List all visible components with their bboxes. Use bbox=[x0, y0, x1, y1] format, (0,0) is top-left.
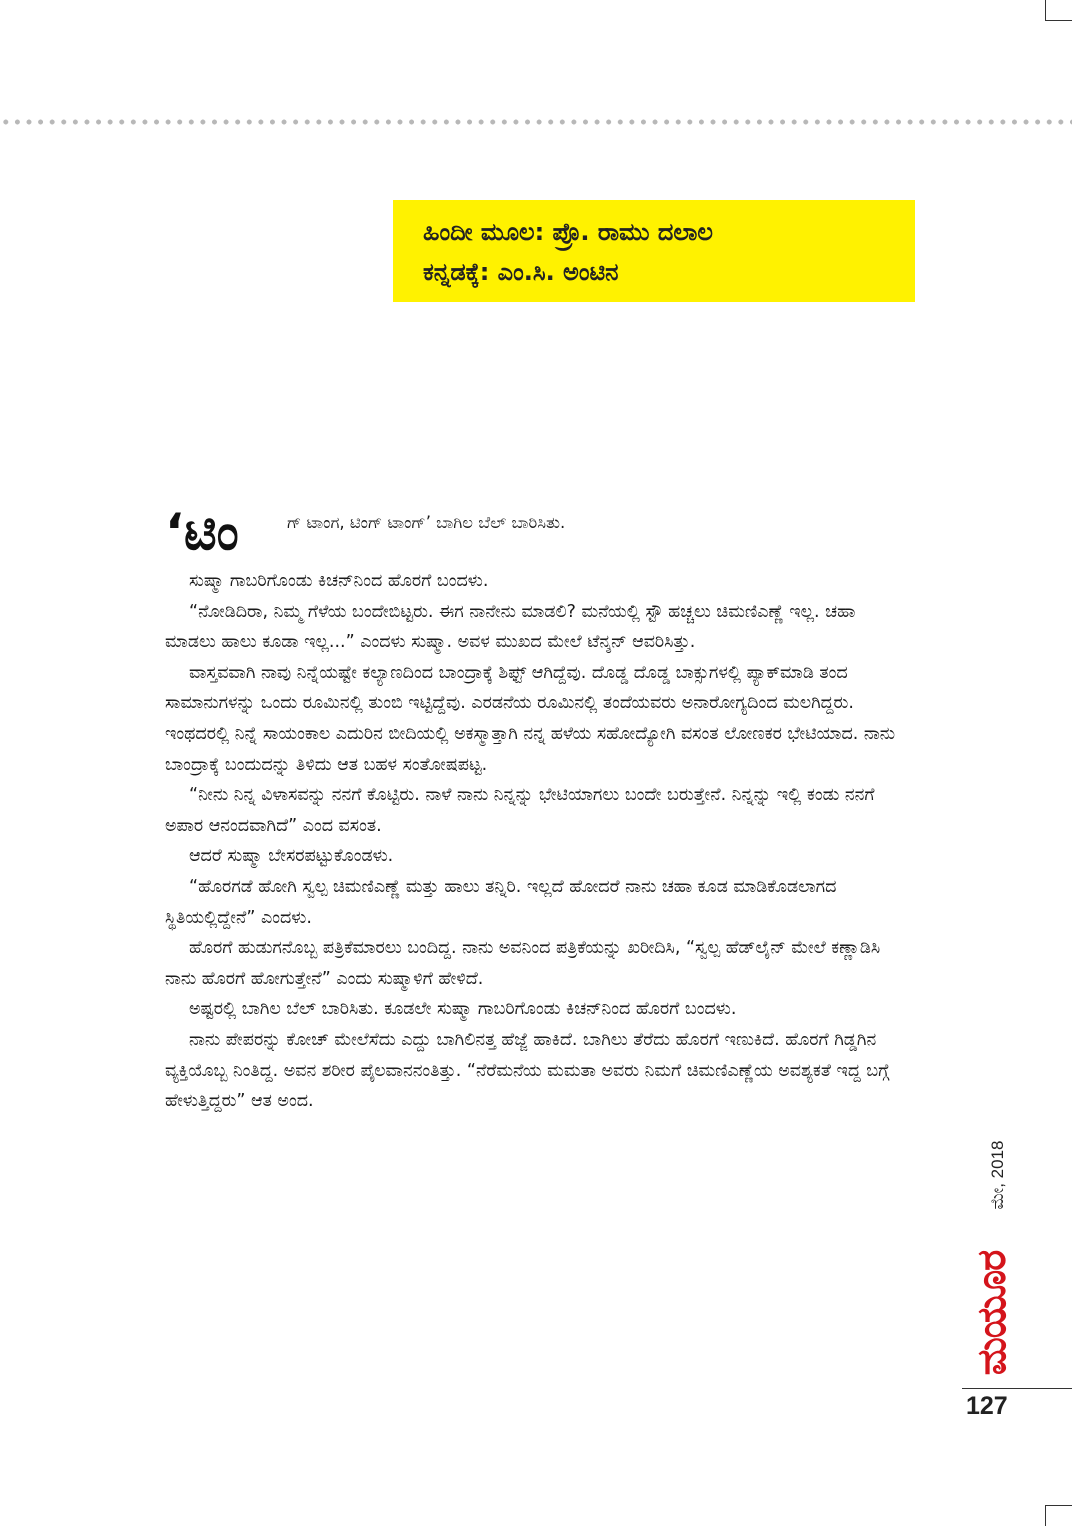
paragraph: ವಾಸ್ತವವಾಗಿ ನಾವು ನಿನ್ನೆಯಷ್ಟೇ ಕಲ್ಯಾಣದಿಂದ ಬಾಂದ್ರಾಕ್ಕೆ ಶಿಫ್ಟ್ ಆಗಿದ್ದೆವು. ದೊಡ್ಡ ದೊಡ್ಡ ಬಾಕ್ಸುಗಳಲ್ಲಿ ಪ್ಯಾಕ್‌ಮಾಡಿ ತಂದ ಸಾಮಾನುಗಳನ್ನು ಒಂದು ರೂಮಿನಲ್ಲಿ ತುಂಬಿ ಇಟ್ಟಿದ್ದೆವು. ಎರಡನೆಯ ರೂಮಿನಲ್ಲಿ ತಂದೆಯವರು ಅನಾರೋಗ್ಯದಿಂದ ಮಲಗಿದ್ದರು. ಇಂಥದರಲ್ಲಿ ನಿನ್ನೆ ಸಾಯಂಕಾಲ ಎದುರಿನ ಬೀದಿಯಲ್ಲಿ ಅಕಸ್ಮಾತ್ತಾಗಿ ನನ್ನ ಹಳೆಯ ಸಹೋದ್ಯೋಗಿ ವಸಂತ ಲೋಣಕರ ಭೇಟಿಯಾದ. ನಾನು ಬಾಂದ್ರಾಕ್ಕೆ ಬಂದುದನ್ನು ತಿಳಿದು ಆತ ಬಹಳ ಸಂತೋಷಪಟ್ಟ. bbox=[165, 662, 896, 775]
article-body bbox=[165, 500, 910, 1117]
issue-date bbox=[985, 1135, 1011, 1215]
paragraph: ನಾನು ಪೇಪರನ್ನು ಕೋಚ್ ಮೇಲೆಸೆದು ಎದ್ದು ಬಾಗಿಲಿನತ್ತ ಹೆಜ್ಜೆ ಹಾಕಿದೆ. ಬಾಗಿಲು ತೆರೆದು ಹೊರಗೆ ಇಣುಕಿದೆ. ಹೊರಗೆ ಗಿಡ್ಡಗಿನ ವ್ಯಕ್ತಿಯೊಬ್ಬ ನಿಂತಿದ್ದ. ಅವನ ಶರೀರ ಪೈಲವಾನನಂತಿತ್ತು. “ನೆರೆಮನೆಯ ಮಮತಾ ಅವರು ನಿಮಗೆ ಚಿಮಣಿಎಣ್ಣೆಯ ಅವಶ್ಯಕತೆ ಇದ್ದ ಬಗ್ಗೆ ಹೇಳುತ್ತಿದ್ದರು” ಆತ ಅಂದ. bbox=[165, 1029, 890, 1112]
paragraph: ಹೊರಗೆ ಹುಡುಗನೊಬ್ಬ ಪತ್ರಿಕೆಮಾರಲು ಬಂದಿದ್ದ. ನಾನು ಅವನಿಂದ ಪತ್ರಿಕೆಯನ್ನು ಖರೀದಿಸಿ, “ಸ್ವಲ್ಪ ಹೆಡ್‌ಲೈನ್ ಮೇಲೆ ಕಣ್ಣಾಡಿಸಿ ನಾನು ಹೊರಗೆ ಹೋಗುತ್ತೇನೆ” ಎಂದು ಸುಷ್ಮಾಳಿಗೆ ಹೇಳಿದೆ. bbox=[165, 938, 881, 989]
opening-text: ಗ್ ಟಾಂಗ, ಟಿಂಗ್ ಟಾಂಗ್’ ಬಾಗಿಲ ಬೆಲ್ ಬಾರಿಸಿತು. bbox=[287, 513, 566, 532]
paragraph: “ನೋಡಿದಿರಾ, ನಿಮ್ಮ ಗೆಳೆಯ ಬಂದೇಬಿಟ್ಟರು. ಈಗ ನಾನೇನು ಮಾಡಲಿ? ಮನೆಯಲ್ಲಿ ಸ್ಟೌ ಹಚ್ಚಲು ಚಿಮಣಿಎಣ್ಣೆ ಇಲ್ಲ. ಚಹಾ ಮಾಡಲು ಹಾಲು ಕೂಡಾ ಇಲ್ಲ...” ಎಂದಳು ಸುಷ್ಮಾ. ಅವಳ ಮುಖದ ಮೇಲೆ ಟೆನ್ಶನ್ ಆವರಿಸಿತ್ತು. bbox=[165, 601, 856, 653]
original-author-credit: ಹಿಂದೀ ಮೂಲ: ಪ್ರೊ. ರಾಮು ದಲಾಲ bbox=[423, 218, 713, 246]
credit-box bbox=[393, 200, 915, 302]
magazine-logo-text: ಮಯೂರ bbox=[969, 1250, 1015, 1375]
paragraph: ಸುಷ್ಮಾ ಗಾಬರಿಗೊಂಡು ಕಿಚನ್‌ನಿಂದ ಹೊರಗೆ ಬಂದಳು. bbox=[189, 571, 489, 591]
page-number: 127 bbox=[966, 1392, 1008, 1420]
dotted-divider bbox=[0, 118, 1072, 126]
paragraph: ಅಷ್ಟರಲ್ಲಿ ಬಾಗಿಲ ಬೆಲ್ ಬಾರಿಸಿತು. ಕೂಡಲೇ ಸುಷ್ಮಾ ಗಾಬರಿಗೊಂಡು ಕಿಚನ್‌ನಿಂದ ಹೊರಗೆ ಬಂದಳು. bbox=[189, 999, 737, 1020]
crop-mark-top bbox=[1045, 0, 1072, 21]
drop-cap: ‘ಟಿಂ bbox=[165, 503, 239, 561]
opening-line bbox=[165, 500, 910, 566]
issue-date-text: ಮೇ, 2018 bbox=[988, 1140, 1007, 1210]
paragraph: “ನೀನು ನಿನ್ನ ವಿಳಾಸವನ್ನು ನನಗೆ ಕೊಟ್ಟಿರು. ನಾಳೆ ನಾನು ನಿನ್ನನ್ನು ಭೇಟಿಯಾಗಲು ಬಂದೇ ಬರುತ್ತೇನೆ. ನಿನ್ನನ್ನು ಇಲ್ಲಿ ಕಂಡು ನನಗೆ ಅಪಾರ ಆನಂದವಾಗಿದೆ” ಎಂದ ವಸಂತ. bbox=[165, 785, 875, 836]
magazine-logo bbox=[962, 1240, 1022, 1385]
translator-credit: ಕನ್ನಡಕ್ಕೆ: ಎಂ.ಸಿ. ಅಂಟಿನ bbox=[423, 258, 619, 286]
page-number-rule bbox=[962, 1388, 1072, 1389]
paragraph: “ಹೊರಗಡೆ ಹೋಗಿ ಸ್ವಲ್ಪ ಚಿಮಣಿಎಣ್ಣೆ ಮತ್ತು ಹಾಲು ತನ್ನಿರಿ. ಇಲ್ಲದೆ ಹೋದರೆ ನಾನು ಚಹಾ ಕೂಡ ಮಾಡಿಕೊಡಲಾಗದ ಸ್ಥಿತಿಯಲ್ಲಿದ್ದೇನೆ” ಎಂದಳು. bbox=[165, 876, 837, 928]
paragraph: ಆದರೆ ಸುಷ್ಮಾ ಬೇಸರಪಟ್ಟುಕೊಂಡಳು. bbox=[189, 846, 394, 867]
crop-mark-bottom bbox=[1045, 1505, 1072, 1526]
